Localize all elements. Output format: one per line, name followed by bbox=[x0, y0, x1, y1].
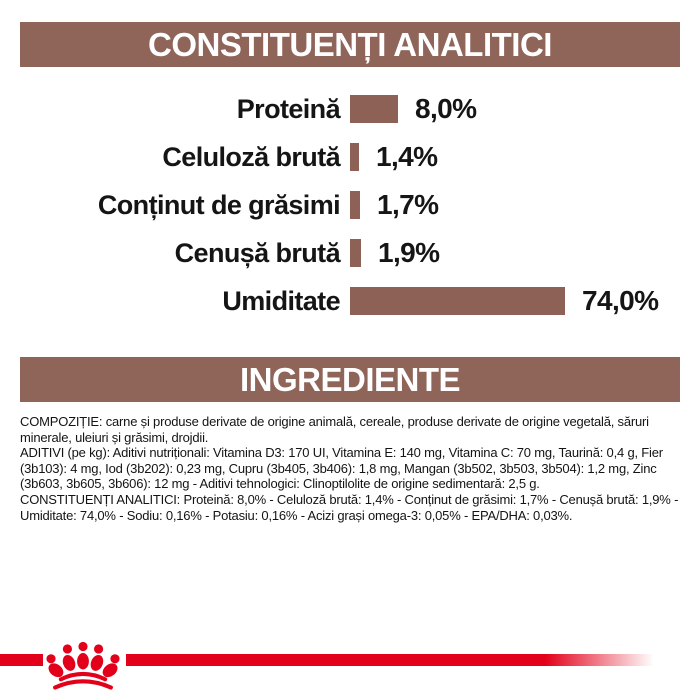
footer-red-band-right bbox=[126, 654, 700, 666]
ingredients-header bbox=[20, 357, 680, 402]
bar bbox=[350, 143, 359, 171]
bar bbox=[350, 191, 360, 219]
composition-paragraph: COMPOZIȚIE: carne și produse derivate de origine animală, cereale, produse derivate de origine vegetală, săruri minerale, uleiuri și grăsimi, drojdii. bbox=[20, 414, 649, 445]
bar-value: 74,0% bbox=[582, 285, 659, 316]
bar-value: 1,9% bbox=[378, 237, 440, 268]
constituents-chart bbox=[0, 85, 700, 325]
bar-value: 1,7% bbox=[377, 189, 439, 220]
bar-label: Umiditate bbox=[222, 285, 340, 316]
ingredients-text-block bbox=[20, 414, 682, 523]
bar bbox=[350, 95, 398, 123]
ingredients-title: INGREDIENTE bbox=[239, 360, 461, 398]
chart-row bbox=[0, 229, 700, 277]
chart-row bbox=[0, 85, 700, 133]
bar bbox=[350, 287, 565, 315]
constituents-paragraph: CONSTITUENȚI ANALITICI: Proteină: 8,0% - Celuloză brută: 1,4% - Conținut de grăsimi: 1,7% - Cenușă brută: 1,9% - Umiditate: 74,0% - Sodiu: 0,16% - Potasiu: 0,16% - Acizi grași omega-3: 0,05% - EPA/DHA: 0,03%. bbox=[20, 491, 679, 523]
bar-label: Proteină bbox=[236, 93, 340, 124]
bar-label: Cenușă brută bbox=[174, 237, 340, 268]
royal-canin-crown-icon bbox=[42, 641, 124, 693]
chart-row bbox=[0, 133, 700, 181]
bar bbox=[350, 239, 361, 267]
analytical-constituents-title: CONSTITUENȚI ANALITICI bbox=[148, 25, 552, 63]
additives-paragraph: ADITIVI (pe kg): Aditivi nutriționali: Vitamina D3: 170 UI, Vitamina E: 140 mg, Vitamina C: 70 mg, Taurină: 0,4 g, Fier (3b103): 4 mg, Iod (3b202): 0,23 mg, Cupru (3b405, 3b406): 1,8 mg, Mangan (3b502, 3b503, 3b504): 1,2 mg, Zinc (3b603, 3b605, 3b606): 12 mg - Aditivi tehnologici: Clinoptilolite de origine sedimentară: 2,5 g. bbox=[20, 445, 663, 492]
bar-value: 8,0% bbox=[415, 93, 477, 124]
bar-label: Conținut de grăsimi bbox=[97, 189, 340, 220]
analytical-constituents-header bbox=[20, 22, 680, 67]
bar-label: Celuloză brută bbox=[162, 141, 340, 172]
chart-row bbox=[0, 181, 700, 229]
bar-value: 1,4% bbox=[376, 141, 438, 172]
footer-red-band-left bbox=[0, 654, 43, 666]
chart-row bbox=[0, 277, 700, 325]
